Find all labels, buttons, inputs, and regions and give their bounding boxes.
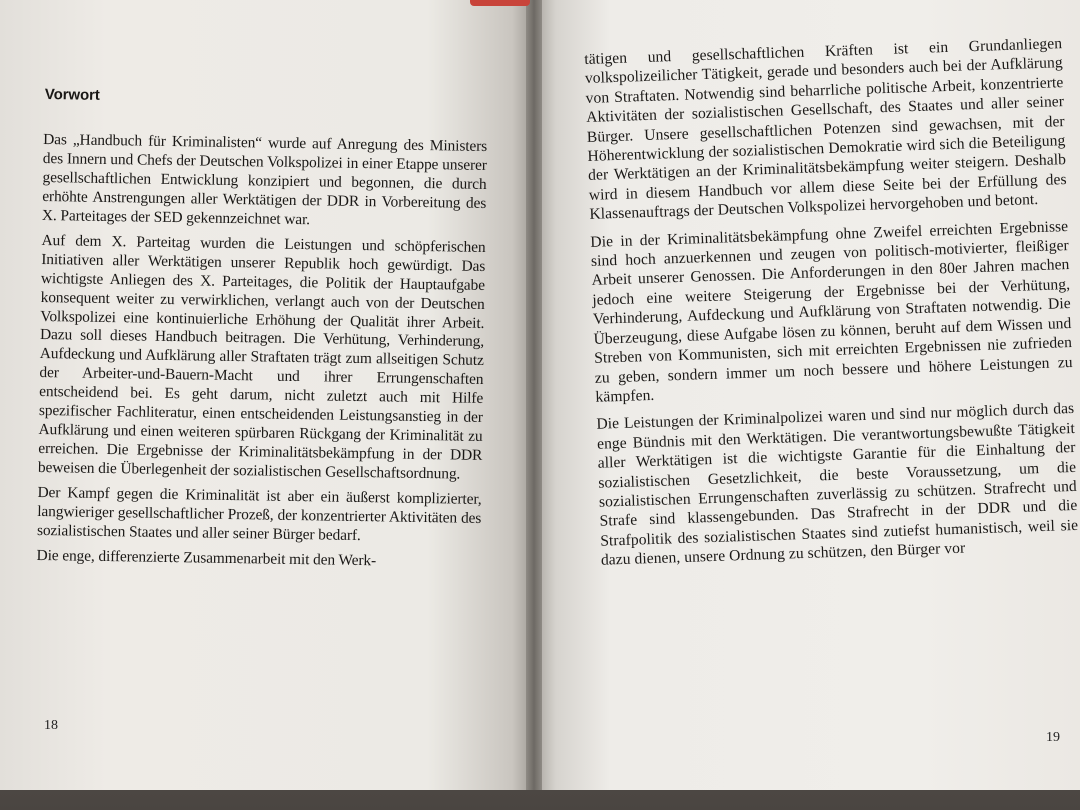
chapter-heading: Vorwort: [44, 86, 100, 104]
paragraph: Die Leistungen der Kriminalpolizei waren und sind nur möglich durch das enge Bündnis mit den Werktätigen. Die verantwortungsbewußte Tätigkeit aller Werktätigen ist die wichtigste Garantie für die Einhaltung der sozialistischen Gesetzlichkeit, die beste Voraussetzung, um die sozialistischen Errungenschaften zuverlässig zu schützen. Strafrecht und Strafe sind klassengebunden. Das Strafrecht in der DDR und die Strafpolitik des sozialistischen Staates sind zutiefst humanistisch, weil sie dazu dienen, unsere Ordnung zu schützen, den Bürger vor: [596, 400, 1079, 569]
right-page-text: [584, 34, 1079, 578]
red-bookmark-edge: [470, 0, 530, 6]
page-number-right: 19: [1046, 730, 1060, 745]
paragraph: Die in der Kriminalitätsbekämpfung ohne Zweifel erreichten Ergebnisse sind hoch anzuerkennen und zeugen von politisch-motivierter, fleißiger Arbeit unserer Genossen. Die Anforderungen in den 80er Jahren machen jedoch eine weitere Steigerung der Ergebnisse bei der Verhütung, Verhinderung, Aufdeckung und Aufklärung von Straftaten notwendig. Die Überzeugung, diese Aufgabe lösen zu können, beruht auf dem Wissen und Streben von Kommunisten, sich mit erreichten Ergebnissen nie zufrieden zu geben, sondern immer um noch bessere und höhere Leistungen zu kämpfen.: [590, 217, 1073, 406]
book-spine: [526, 0, 542, 790]
left-page-text: [36, 86, 488, 579]
paragraph: Das „Handbuch für Kriminalisten“ wurde auf Anregung des Ministers des Innern und Chefs der Deutschen Volkspolizei in einer Etappe unserer gesellschaftlichen Entwicklung konzipiert und begonnen, die durch erhöhte Anstrengungen aller Werktätigen der DDR in Vorbereitung des X. Parteitages der SED gekennzeichnet war.: [41, 130, 488, 228]
paragraph: Der Kampf gegen die Kriminalität ist aber ein äußerst komplizierter, langwieriger gesellschaftlicher Prozeß, der konzentrierter Aktivitäten des sozialistischen Staates und aller seiner Bürger bedarf.: [36, 484, 482, 545]
paragraph: tätigen und gesellschaftlichen Kräften ist ein Grundanliegen volkspolizeilicher Tätigkeit, gerade und besonders auch bei der Aufklärung von Straftaten. Notwendig sind beharrliche politische Arbeit, konzentrierte Aktivitäten der sozialistischen Gesellschaft, des Staates und aller seiner Bürger. Unsere gesellschaftlichen Potenzen sind gewachsen, mit der Höherentwicklung der sozialistischen Demokratie wird sich die Beteiligung der Werktätigen an der Kriminalitätsbekämpfung weiter steigern. Deshalb wird in diesem Handbuch vor allem diese Seite bei der Erfüllung des Klassenauftrags der Deutschen Volkspolizei hervorgehoben und betont.: [584, 35, 1067, 224]
paragraph: Auf dem X. Parteitag wurden die Leistungen und schöpferischen Initiativen aller Werktätigen unserer Republik hoch gewürdigt. Das wichtigste Anliegen des X. Parteitages, die Politik der Hauptaufgabe konsequent weiter zu verwirklichen, verlangt auch von der Deutschen Volkspolizei eine kontinuierliche Erhöhung der Qualität ihrer Arbeit. Dazu soll dieses Handbuch beitragen. Die Verhütung, Verhinderung, Aufdeckung und Aufklärung aller Straftaten trägt zum allseitigen Schutz der Arbeiter-und-Bauern-Macht und ihrer Errungenschaften entscheidend bei. Es geht darum, nicht zuletzt auch mit Hilfe spezifischer Fachliteratur, einen entscheidenden Leistungsanstieg in der Aufklärung und einen weiteren spürbaren Rückgang der Kriminalität zu erreichen. Die Ergebnisse der Kriminalitätsbekämpfung in der DDR beweisen die Überlegenheit der sozialistischen Gesellschaftsordnung.: [37, 231, 486, 483]
page-number-left: 18: [44, 718, 58, 733]
paragraph: Die enge, differenzierte Zusammenarbeit mit den Werk-: [36, 546, 377, 570]
